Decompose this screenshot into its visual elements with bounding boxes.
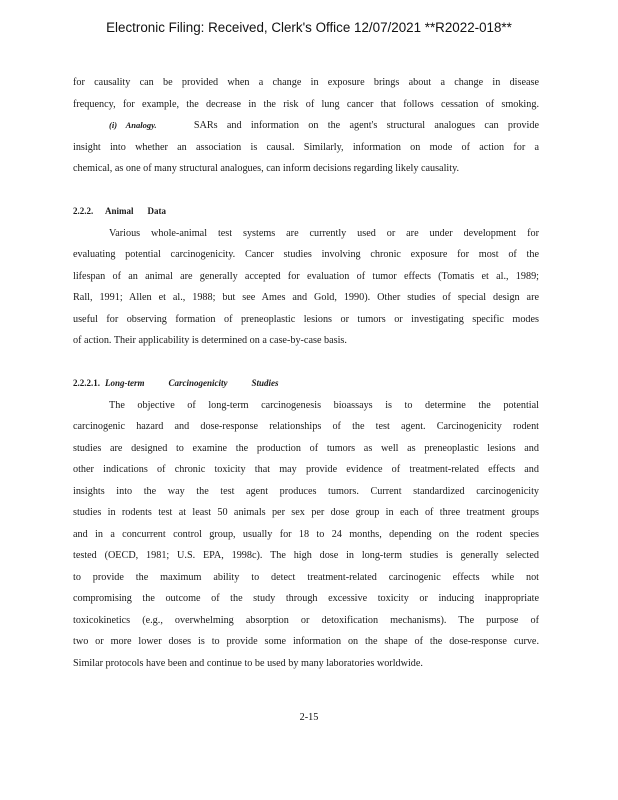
section-title-word: Long-term xyxy=(105,378,145,388)
text-line: useful for observing formation of preneoplastic lesions or tumors or investigating specific modes xyxy=(73,313,539,325)
text-line: to provide the maximum ability to detect treatment-related carcinogenic effects while not xyxy=(73,571,539,583)
section-title-word: Data xyxy=(147,206,167,216)
text-line: studies in rodents test at least 50 animals per sex per dose group in each of three treatment groups xyxy=(73,507,539,518)
text-line: for causality can be provided when a change in exposure brings about a change in disease xyxy=(73,77,539,88)
text-line: and in a concurrent control group, usually for 18 to 24 months, depending on the rodent species xyxy=(73,528,539,540)
section-heading-2-2-2-1 xyxy=(73,373,539,395)
text-line: studies are designed to examine the production of tumors as well as preneoplastic lesions and xyxy=(73,442,539,454)
filing-header: Electronic Filing: Received, Clerk's Office 12/07/2021 **R2022-018** xyxy=(106,20,512,35)
text-line: chemical, as one of many structural analogues, can inform decisions regarding likely causality. xyxy=(73,163,460,174)
analogy-label: (i) Analogy. xyxy=(109,120,157,130)
text-line: toxicokinetics (e.g., overwhelming absorption or detoxification mechanisms). The purpose of xyxy=(73,614,539,626)
text-line xyxy=(73,115,539,137)
section-title-word: Animal xyxy=(105,206,134,216)
text-line: compromising the outcome of the study through excessive toxicity or inducing inappropriate xyxy=(73,593,539,604)
text-line: two or more lower doses is to provide some information on the shape of the dose-response curve. xyxy=(73,636,539,647)
paragraph-analogy xyxy=(73,115,539,180)
text-line: frequency, for example, the decrease in the risk of lung cancer that follows cessation of smoking. xyxy=(73,98,539,110)
text-line: insight into whether an association is causal. Similarly, information on mode of action for a xyxy=(73,141,539,153)
paragraph-causality xyxy=(73,72,539,115)
text-line: The objective of long-term carcinogenesis bioassays is to determine the potential xyxy=(109,399,539,411)
text-line: insights into the way the test agent produces tumors. Current standardized carcinogenicity xyxy=(73,485,539,497)
section-number: 2.2.2. xyxy=(73,206,94,216)
section-title-word: Carcinogenicity xyxy=(168,378,228,388)
text-line: evaluating potential carcinogenicity. Cancer studies involving chronic exposure for most of the xyxy=(73,249,539,260)
paragraph-long-term-studies xyxy=(73,395,539,675)
text-line: Rall, 1991; Allen et al., 1988; but see Ames and Gold, 1990). Other studies of special design are xyxy=(73,292,539,303)
analogy-first-line: SARs and information on the agent's structural analogues can provide xyxy=(193,120,539,131)
section-title-word: Studies xyxy=(251,378,279,388)
text-line: of action. Their applicability is determined on a case-by-case basis. xyxy=(73,335,347,346)
text-line: lifespan of an animal are generally accepted for evaluation of tumor effects (Tomatis et al., 1989; xyxy=(73,270,539,282)
section-heading-2-2-2 xyxy=(73,201,539,223)
text-line: Similar protocols have been and continue to be used by many laboratories worldwide. xyxy=(73,657,423,669)
page-number: 2-15 xyxy=(299,712,319,723)
section-number: 2.2.2.1. xyxy=(73,378,100,388)
text-line: tested (OECD, 1981; U.S. EPA, 1998c). The high dose in long-term studies is generally selected xyxy=(73,550,539,561)
text-line: other indications of chronic toxicity that may provide evidence of treatment-related effects and xyxy=(73,464,539,475)
document-body xyxy=(73,72,539,674)
text-line: Various whole-animal test systems are currently used or are under development for xyxy=(109,227,539,239)
text-line: carcinogenic hazard and dose-response relationships of the test agent. Carcinogenicity rodent xyxy=(73,421,539,432)
paragraph-animal-data xyxy=(73,223,539,352)
